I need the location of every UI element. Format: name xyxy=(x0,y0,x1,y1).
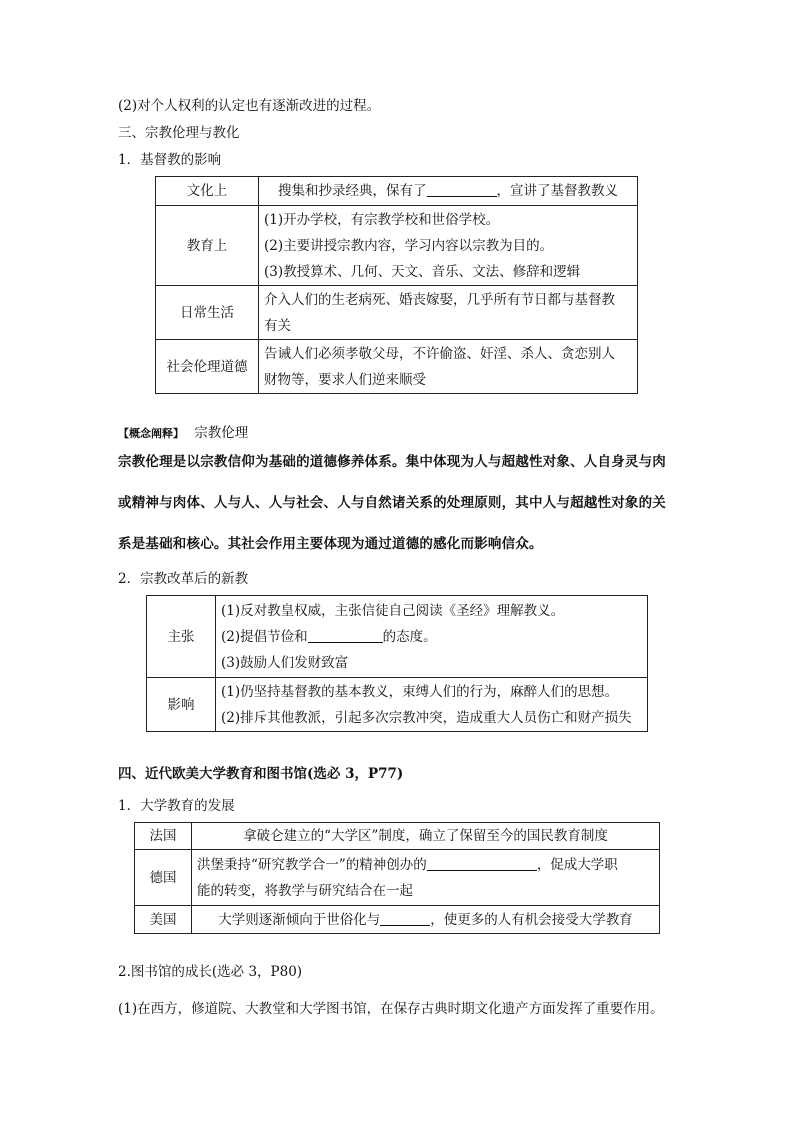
row-label: 日常生活 xyxy=(156,286,259,340)
row-label: 美国 xyxy=(135,906,192,934)
table-row xyxy=(156,340,638,394)
row-label: 德国 xyxy=(135,850,192,906)
row-label: 教育上 xyxy=(156,206,259,286)
table-row xyxy=(135,850,660,906)
table-row xyxy=(156,177,638,206)
concept-header xyxy=(118,423,248,444)
table-row xyxy=(156,286,638,340)
row-content: 告诫人们必须孝敬父母，不许偷盗、奸淫、杀人、贪恋别人 财物等，要求人们逆来顺受 xyxy=(259,340,638,394)
fill-blank[interactable] xyxy=(308,628,383,643)
table-row xyxy=(156,206,638,286)
row-content: 洪堡秉持“研究教学合一”的精神创办的 ，促成大学职 能的转变，将教学与研究结合在一起 xyxy=(192,850,660,906)
concept-title: 宗教伦理 xyxy=(194,425,249,441)
protestantism-table xyxy=(146,595,648,732)
fill-blank[interactable] xyxy=(380,911,430,926)
table-row xyxy=(135,906,660,934)
university-education-table xyxy=(134,822,660,934)
row-label: 主张 xyxy=(147,596,216,678)
fill-blank[interactable] xyxy=(427,856,537,871)
row-content: (1)反对教皇权威，主张信徒自己阅读《圣经》理解教义。 (2)提倡节俭和 的态度。 (3)鼓励人们发财致富 xyxy=(216,596,648,678)
section3-sub2-heading: 2．宗教改革后的新教 xyxy=(118,571,249,587)
table-row xyxy=(135,823,660,850)
row-content: (1)仍坚持基督教的基本教义，束缚人们的行为，麻醉人们的思想。 (2)排斥其他教派，引起多次宗教冲突，造成重大人员伤亡和财产损失 xyxy=(216,678,648,732)
section4-sub2-line1: (1)在西方，修道院、大教堂和大学图书馆，在保存古典时期文化遗产方面发挥了重要作用。 xyxy=(118,1001,664,1017)
intro-line: (2)对个人权利的认定也有逐渐改进的过程。 xyxy=(118,98,381,114)
fill-blank[interactable] xyxy=(427,182,497,197)
section4-heading: 四、近代欧美大学教育和图书馆(选必 3，P77) xyxy=(118,766,404,782)
row-content: 介入人们的生老病死、婚丧嫁娶，几乎所有节日都与基督教 有关 xyxy=(259,286,638,340)
row-content: 拿破仑建立的“大学区”制度，确立了保留至今的国民教育制度 xyxy=(192,823,660,850)
row-label: 影响 xyxy=(147,678,216,732)
row-content: (1)开办学校，有宗教学校和世俗学校。 (2)主要讲授宗教内容，学习内容以宗教为目的。 (3)教授算术、几何、天文、音乐、文法、修辞和逻辑 xyxy=(259,206,638,286)
table-row xyxy=(147,596,648,678)
row-label: 社会伦理道德 xyxy=(156,340,259,394)
section4-sub1-heading: 1．大学教育的发展 xyxy=(118,798,235,814)
row-content: 大学则逐渐倾向于世俗化与 ，使更多的人有机会接受大学教育 xyxy=(192,906,660,934)
concept-paragraph: 宗教伦理是以宗教信仰为基础的道德修养体系。集中体现为人与超越性对象、人自身灵与肉 或精神与肉体、人与人、人与社会、人与自然诸关系的处理原则，其中人与超越性对象的关 系是基础和核心。其社会作用主要体现为通过道德的感化而影响信众。 xyxy=(118,454,666,552)
row-label: 文化上 xyxy=(156,177,259,206)
row-content: 搜集和抄录经典，保有了 ，宣讲了基督教教义 xyxy=(259,177,638,206)
section3-heading: 三、宗教伦理与教化 xyxy=(118,125,240,141)
section3-sub1-heading: 1．基督教的影响 xyxy=(118,152,222,168)
table-row xyxy=(147,678,648,732)
section4-sub2-heading: 2.图书馆的成长(选必 3，P80) xyxy=(118,964,303,980)
row-label: 法国 xyxy=(135,823,192,850)
concept-tag: 【概念阐释】 xyxy=(118,427,184,440)
christianity-influence-table xyxy=(155,176,638,394)
